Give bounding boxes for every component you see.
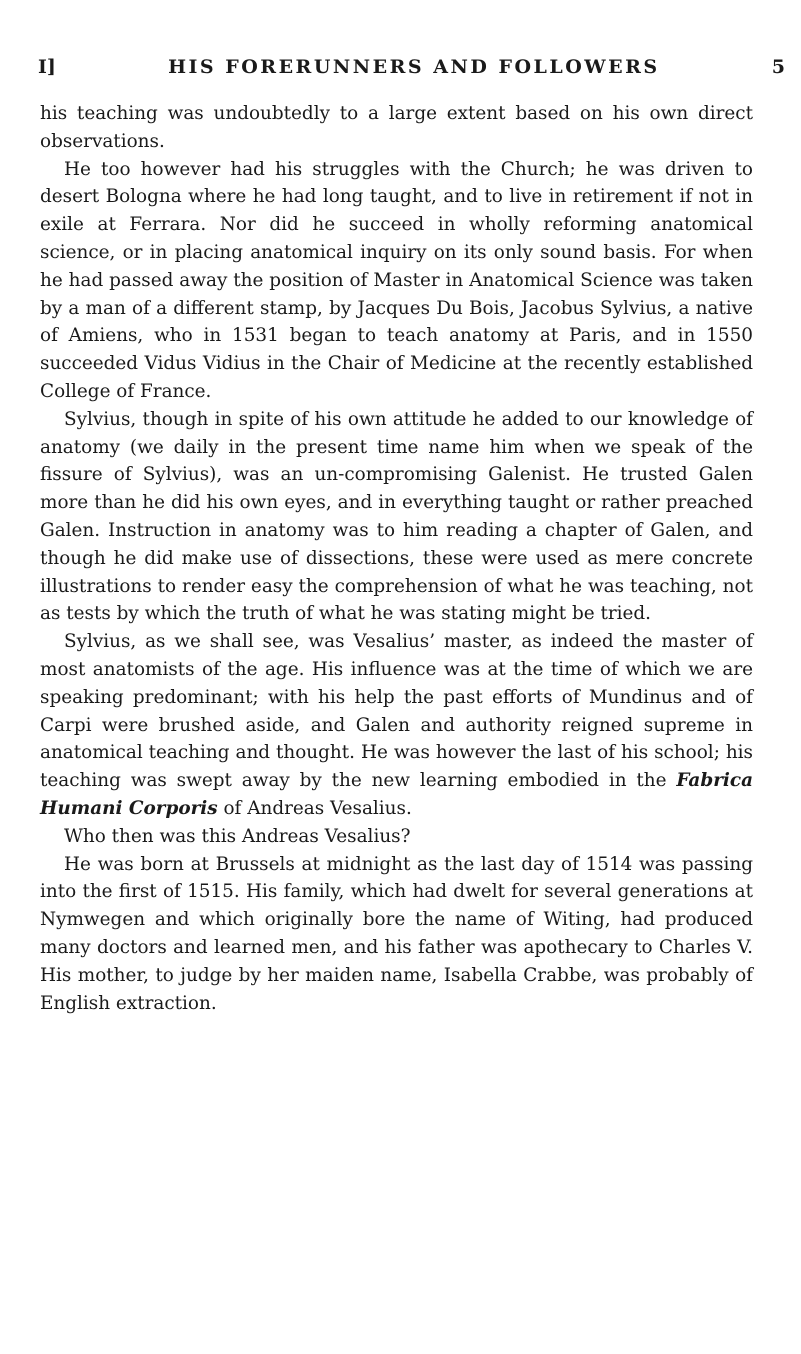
paragraph-church-struggles: He too however had his struggles with the Church; he was driven to desert Bologna where he had long taught, and to live in retirement if not in exile at Ferrara. Nor did he succeed in wholly reforming anatomical science, or in placing anatomical inquiry on its only sound basis. For when he had passed away the position of Master in Anatomical Science was taken by a man of a different stamp, by Jacques Du Bois, Jacobus Sylvius, a native of Amiens, who in 1531 began to teach anatomy at Paris, and in 1550 succeeded Vidus Vidius in the Chair of Medicine at the recently established College of France.: [40, 158, 753, 402]
paragraph-birth: He was born at Brussels at midnight as the last day of 1514 was passing into the first of 1515. His family, which had dwelt for several generations at Nymwegen and which originally bore the name of Witing, had produced many doctors and learned men, and his father was apothecary to Charles V. His mother, to judge by her maiden name, Isabella Crabbe, was probably of English extraction.: [40, 853, 753, 1014]
paragraph-text: of Andreas Vesalius.: [217, 797, 412, 819]
paragraph-continuation: his teaching was undoubtedly to a large extent based on his own direct observations.: [40, 103, 753, 152]
running-header: [38, 56, 785, 78]
paragraph-question: Who then was this Andreas Vesalius?: [64, 825, 411, 847]
paragraph-text: Sylvius, as we shall see, was Vesalius’ master, as indeed the master of most anatomists of the age. His influence was at the time of which we are speaking predominant; with his help the past efforts of Mundinus and of Carpi were brushed aside, and Galen and authority reigned supreme in anatomical teaching and thought. He was however the last of his school; his teaching was swept away by the new learning embodied in the: [40, 631, 753, 792]
book-title-fabrica: Fabrica Humani Corporis: [40, 770, 753, 819]
page-number: 5: [771, 56, 785, 78]
body-text: [40, 100, 753, 1017]
paragraph-sylvius-galenist: Sylvius, though in spite of his own attitude he added to our knowledge of anatomy (we daily in the present time name him when we speak of the fissure of Sylvius), was an un-compromising Galenist. He trusted Galen more than he did his own eyes, and in everything taught or rather preached Galen. Instruction in anatomy was to him reading a chapter of Galen, and though he did make use of dissections, these were used as mere concrete illustrations to render easy the comprehension of what he was teaching, not as tests by which the truth of what he was stating might be tried.: [40, 408, 753, 625]
paragraph-sylvius-master: [40, 628, 753, 823]
book-page: [38, 56, 785, 1017]
running-title: HIS FORERUNNERS AND FOLLOWERS: [168, 56, 660, 78]
chapter-marker: I]: [38, 56, 56, 78]
